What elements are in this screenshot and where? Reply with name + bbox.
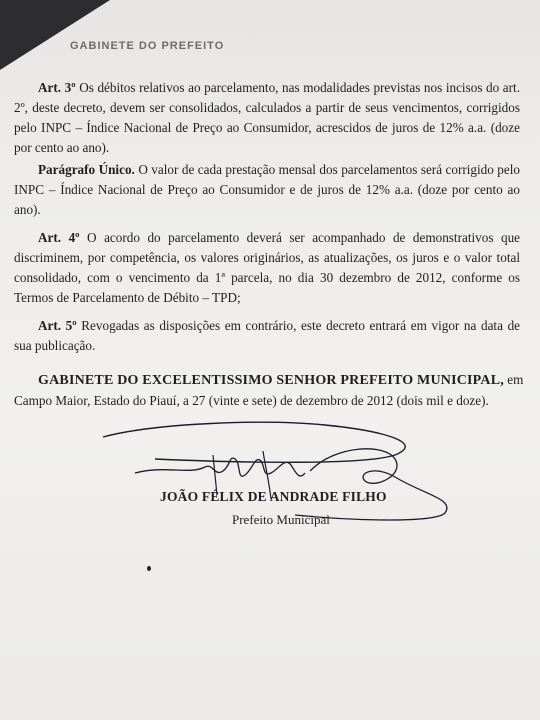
article-4-text: O acordo do parcelamento deverá ser acompanhado de demonstrativos que discriminem, por competência, os valores originários, as atualizações, os juros e o valor total consolidado, com o vencimento da 1ª parcela, no dia 30 dezembro de 2012, conforme os Termos de Parcelamento de Débito – TPD; (14, 230, 521, 305)
article-5-label: Art. 5º (38, 318, 77, 333)
gabinete-title: GABINETE DO EXCELENTISSIMO SENHOR PREFEITO MUNICIPAL, (38, 373, 504, 388)
paragrafo-unico (14, 160, 520, 220)
signer-name: JOÃO FÉLIX DE ANDRADE FILHO (160, 489, 387, 504)
paragrafo-unico-label: Parágrafo Único. (38, 162, 135, 177)
article-4-label: Art. 4º (38, 230, 80, 245)
ink-dot (147, 566, 151, 571)
article-4 (14, 228, 520, 308)
handwritten-signature (95, 415, 465, 525)
page-corner-shadow (0, 0, 110, 70)
article-5 (14, 316, 520, 356)
signer-title: Prefeito Municipal (232, 512, 330, 527)
article-3-text: Os débitos relativos ao parcelamento, nas modalidades previstas nos incisos do art. 2º, deste decreto, devem ser consolidados, calculados a partir de seus vencimentos, corrigidos pelo INPC – Índice Nacional de Preço ao Consumidor, acrescidos de juros de 12% a.a. (doze por cento ao ano). (14, 80, 521, 155)
document-header: GABINETE DO PREFEITO (70, 40, 225, 52)
closing-text: em Campo Maior, Estado do Piauí, a 27 (vinte e sete) de dezembro de 2012 (dois mil e doze). (14, 372, 524, 408)
paragrafo-unico-text: O valor de cada prestação mensal dos parcelamentos será corrigido pelo INPC – Índice Nacional de Preço ao Consumidor e de juros de 12% a.a. (doze por cento ao ano). (14, 162, 521, 217)
closing-statement (14, 370, 524, 411)
article-3 (14, 78, 520, 158)
article-5-text: Revogadas as disposições em contrário, este decreto entrará em vigor na data de sua publicação. (14, 318, 521, 353)
article-3-label: Art. 3º (38, 80, 76, 95)
